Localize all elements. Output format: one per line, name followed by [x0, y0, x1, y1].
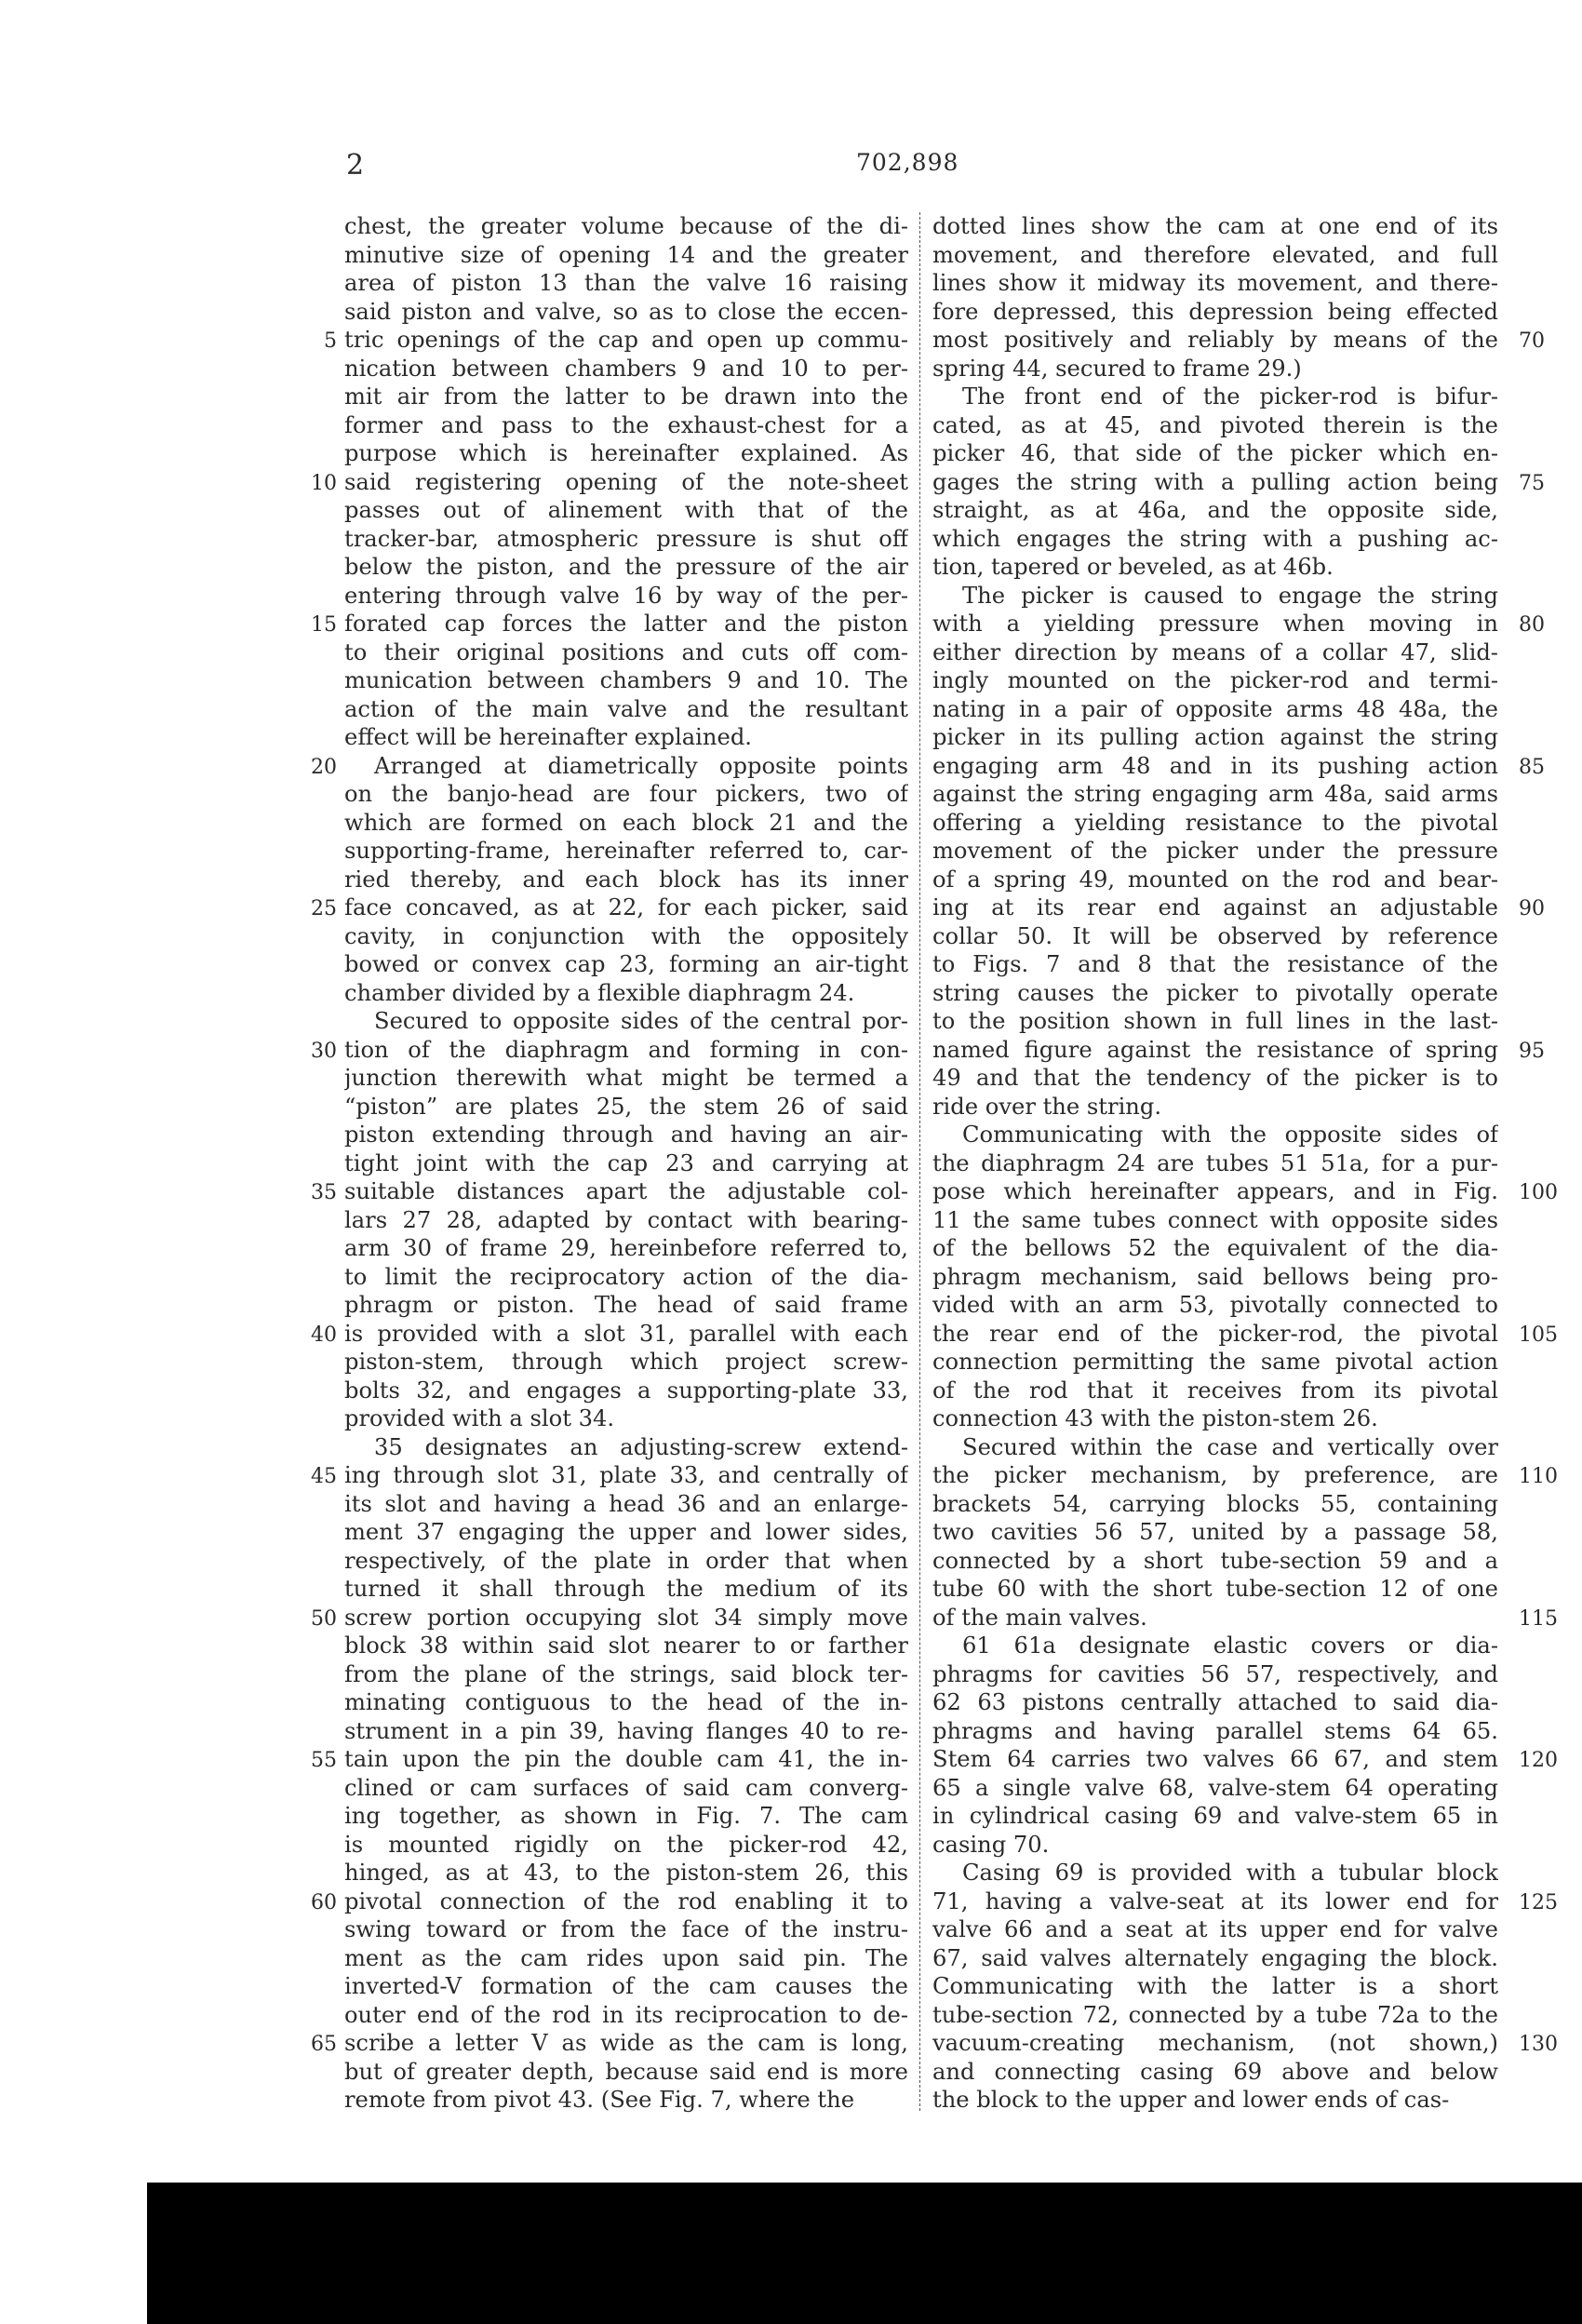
text-line: respectively, of the plate in order that when — [344, 1547, 908, 1574]
line-number: 90 — [1519, 897, 1545, 920]
text-line: Casing 69 is provided with a tubular block — [962, 1860, 1498, 1886]
line-number: 75 — [1519, 471, 1545, 495]
line-number: 25 — [311, 897, 337, 920]
text-line: strument in a pin 39, having flanges 40 to re- — [344, 1717, 908, 1744]
text-line: of the bellows 52 the equivalent of the dia- — [932, 1235, 1498, 1261]
text-line: gages the string with a pulling action being — [932, 468, 1498, 495]
line-number: 45 — [311, 1465, 337, 1488]
text-line: either direction by means of a collar 47, slid- — [932, 638, 1498, 665]
text-line: vacuum-creating mechanism, (not shown,) — [932, 2030, 1498, 2056]
text-line: munication between chambers 9 and 10. The — [344, 667, 908, 693]
text-line: mit air from the latter to be drawn into the — [344, 383, 908, 410]
text-line: phragm mechanism, said bellows being pro- — [932, 1263, 1498, 1290]
text-line: straight, as at 46a, and the opposite side, — [932, 497, 1498, 523]
text-line: turned it shall through the medium of its — [344, 1576, 908, 1602]
text-line: connection 43 with the piston-stem 26. — [932, 1405, 1378, 1431]
text-line: lines show it midway its movement, and there- — [932, 270, 1498, 296]
text-line: to limit the reciprocatory action of the dia- — [344, 1263, 908, 1290]
text-line: outer end of the rod in its reciprocation to de- — [344, 2001, 908, 2028]
text-line: spring 44, secured to frame 29.) — [932, 355, 1302, 382]
text-line: which are formed on each block 21 and the — [344, 809, 908, 836]
text-line: supporting-frame, hereinafter referred to, car- — [344, 838, 908, 864]
text-line: The picker is caused to engage the string — [962, 582, 1498, 609]
text-line: ing together, as shown in Fig. 7. The cam — [344, 1803, 908, 1829]
text-line: tion, tapered or beveled, as at 46b. — [932, 554, 1334, 580]
text-line: nating in a pair of opposite arms 48 48a, the — [932, 695, 1498, 722]
text-line: is mounted rigidly on the picker-rod 42, — [344, 1831, 908, 1858]
text-line: ingly mounted on the picker-rod and termi- — [932, 667, 1498, 693]
text-line: Communicating with the opposite sides of — [962, 1122, 1498, 1148]
text-line: screw portion occupying slot 34 simply move — [344, 1604, 908, 1631]
text-line: most positively and reliably by means of the — [932, 327, 1498, 353]
text-line: lars 27 28, adapted by contact with bearing- — [344, 1206, 908, 1233]
scan-border-bar — [147, 2183, 1582, 2324]
text-line: 61 61a designate elastic covers or dia- — [962, 1632, 1498, 1659]
text-line: valve 66 and a seat at its upper end for valve — [932, 1916, 1498, 1942]
text-line: ment as the cam rides upon said pin. The — [344, 1944, 908, 1971]
text-line: from the plane of the strings, said block ter- — [344, 1660, 908, 1687]
line-number: 5 — [324, 329, 337, 353]
text-line: remote from pivot 43. (See Fig. 7, where the — [344, 2087, 855, 2113]
text-line: action of the main valve and the resultant — [344, 695, 908, 722]
text-line: tube 60 with the short tube-section 12 of one — [932, 1576, 1498, 1602]
text-line: to Figs. 7 and 8 that the resistance of the — [932, 951, 1498, 977]
text-line: named figure against the resistance of spring — [932, 1036, 1498, 1063]
text-line: block 38 within said slot nearer to or farther — [344, 1632, 908, 1659]
text-line: with a yielding pressure when moving in — [932, 611, 1498, 637]
text-line: but of greater depth, because said end is more — [344, 2058, 908, 2085]
text-line: passes out of alinement with that of the — [344, 497, 908, 523]
text-line: on the banjo-head are four pickers, two of — [344, 781, 908, 807]
text-line: Communicating with the latter is a short — [932, 1973, 1498, 1999]
text-line: phragm or piston. The head of said frame — [344, 1292, 908, 1318]
text-line: offering a yielding resistance to the pivotal — [932, 809, 1498, 836]
text-line: tric openings of the cap and open up commu- — [344, 327, 908, 353]
patent-number: 702,898 — [856, 149, 959, 176]
text-line: swing toward or from the face of the instru- — [344, 1916, 908, 1942]
line-number: 10 — [311, 471, 337, 495]
text-line: collar 50. It will be observed by reference — [932, 922, 1498, 949]
text-line: former and pass to the exhaust-chest for a — [344, 411, 908, 438]
text-line: 62 63 pistons centrally attached to said dia- — [932, 1689, 1498, 1715]
line-number: 105 — [1519, 1323, 1558, 1347]
text-line: of the main valves. — [932, 1604, 1147, 1631]
text-line: nication between chambers 9 and 10 to per- — [344, 355, 908, 382]
line-number: 50 — [311, 1606, 337, 1631]
text-line: connection permitting the same pivotal action — [932, 1349, 1498, 1375]
text-line: is provided with a slot 31, parallel with each — [344, 1320, 908, 1347]
text-line: effect will be hereinafter explained. — [344, 724, 752, 750]
text-line: the block to the upper and lower ends of cas- — [932, 2087, 1450, 2113]
text-line: purpose which is hereinafter explained. As — [344, 440, 908, 466]
line-number: 95 — [1519, 1039, 1545, 1063]
text-line: junction therewith what might be termed a — [344, 1065, 908, 1091]
text-line: movement, and therefore elevated, and full — [932, 241, 1498, 268]
left-text-column — [344, 212, 908, 2115]
text-line: tracker-bar, atmospheric pressure is shut off — [344, 525, 908, 552]
text-line: Secured to opposite sides of the central por- — [374, 1008, 908, 1034]
text-line: to their original positions and cuts off com- — [344, 638, 908, 665]
column-divider — [919, 212, 921, 2111]
text-line: its slot and having a head 36 and an enlarge- — [344, 1490, 908, 1517]
text-line: Arranged at diametrically opposite points — [374, 752, 908, 779]
text-line: brackets 54, carrying blocks 55, containing — [932, 1490, 1498, 1517]
text-line: The front end of the picker-rod is bifur- — [962, 383, 1498, 410]
text-line: dotted lines show the cam at one end of its — [932, 213, 1498, 239]
text-line: picker in its pulling action against the string — [932, 724, 1498, 750]
text-line: the picker mechanism, by preference, are — [932, 1462, 1498, 1488]
text-line: scribe a letter V as wide as the cam is long, — [344, 2030, 908, 2056]
text-line: hinged, as at 43, to the piston-stem 26, this — [344, 1860, 908, 1886]
line-number: 35 — [311, 1181, 337, 1204]
text-line: pose which hereinafter appears, and in Fig. — [932, 1178, 1498, 1204]
text-line: cated, as at 45, and pivoted therein is the — [932, 411, 1498, 438]
text-line: against the string engaging arm 48a, said arms — [932, 781, 1498, 807]
line-number: 15 — [311, 613, 337, 637]
text-line: ing at its rear end against an adjustable — [932, 894, 1498, 920]
line-number: 60 — [311, 1890, 337, 1914]
line-number: 100 — [1519, 1181, 1558, 1204]
text-line: which engages the string with a pushing ac- — [932, 525, 1498, 552]
line-number: 20 — [311, 755, 337, 779]
text-line: arm 30 of frame 29, hereinbefore referred to, — [344, 1235, 908, 1261]
text-line: tain upon the pin the double cam 41, the in- — [344, 1746, 908, 1772]
text-line: cavity, in conjunction with the oppositely — [344, 922, 908, 949]
text-line: pivotal connection of the rod enabling it to — [344, 1887, 908, 1914]
text-line: 35 designates an adjusting-screw extend- — [374, 1433, 908, 1460]
text-line: string causes the picker to pivotally operate — [932, 979, 1498, 1006]
line-number: 40 — [311, 1323, 337, 1347]
text-line: phragms and having parallel stems 64 65. — [932, 1717, 1498, 1744]
text-line: “piston” are plates 25, the stem 26 of said — [344, 1093, 908, 1120]
line-number: 125 — [1519, 1890, 1558, 1914]
text-line: to the position shown in full lines in the last- — [932, 1008, 1498, 1034]
text-line: ment 37 engaging the upper and lower sides, — [344, 1519, 908, 1545]
text-line: piston extending through and having an air- — [344, 1122, 908, 1148]
text-line: 11 the same tubes connect with opposite sides — [932, 1206, 1498, 1233]
page-header — [0, 149, 1582, 186]
page-number: 2 — [346, 149, 365, 181]
line-number: 80 — [1519, 613, 1545, 637]
text-line: 67, said valves alternately engaging the block. — [932, 1944, 1498, 1971]
line-number: 115 — [1519, 1606, 1558, 1631]
line-number: 65 — [311, 2033, 337, 2056]
text-line: in cylindrical casing 69 and valve-stem 65 in — [932, 1803, 1498, 1829]
text-line: 65 a single valve 68, valve-stem 64 operating — [932, 1774, 1498, 1801]
text-line: below the piston, and the pressure of the air — [344, 554, 908, 580]
text-line: ried thereby, and each block has its inner — [344, 866, 908, 893]
text-line: Stem 64 carries two valves 66 67, and stem — [932, 1746, 1498, 1772]
text-line: and connecting casing 69 above and below — [932, 2058, 1498, 2085]
text-line: the rear end of the picker-rod, the pivotal — [932, 1320, 1498, 1347]
text-line: piston-stem, through which project screw- — [344, 1349, 908, 1375]
text-line: minating contiguous to the head of the in- — [344, 1689, 908, 1715]
line-number: 70 — [1519, 329, 1545, 353]
text-line: ride over the string. — [932, 1093, 1162, 1120]
text-line: connected by a short tube-section 59 and a — [932, 1547, 1498, 1574]
text-line: inverted-V formation of the cam causes the — [344, 1973, 908, 1999]
text-line: picker 46, that side of the picker which en- — [932, 440, 1498, 466]
text-line: said registering opening of the note-sheet — [344, 468, 908, 495]
line-number: 85 — [1519, 755, 1545, 779]
right-text-column — [932, 212, 1498, 2115]
text-line: tube-section 72, connected by a tube 72a to the — [932, 2001, 1498, 2028]
text-line: chamber divided by a flexible diaphragm 24. — [344, 979, 855, 1006]
text-line: engaging arm 48 and in its pushing action — [932, 752, 1498, 779]
text-line: bowed or convex cap 23, forming an air-tight — [344, 951, 908, 977]
text-line: 71, having a valve-seat at its lower end for — [932, 1887, 1498, 1914]
text-line: of the rod that it receives from its pivotal — [932, 1377, 1498, 1404]
text-line: phragms for cavities 56 57, respectively, and — [932, 1660, 1498, 1687]
line-number: 130 — [1519, 2033, 1558, 2056]
text-line: suitable distances apart the adjustable col- — [344, 1178, 908, 1204]
line-number: 120 — [1519, 1749, 1558, 1772]
text-line: the diaphragm 24 are tubes 51 51a, for a pur- — [932, 1149, 1498, 1176]
text-line: casing 70. — [932, 1831, 1050, 1858]
text-line: tion of the diaphragm and forming in con- — [344, 1036, 908, 1063]
text-line: fore depressed, this depression being effected — [932, 298, 1498, 325]
text-line: chest, the greater volume because of the di- — [344, 213, 908, 239]
text-line: Secured within the case and vertically over — [962, 1433, 1498, 1460]
text-line: tight joint with the cap 23 and carrying at — [344, 1149, 908, 1176]
text-line: two cavities 56 57, united by a passage 58, — [932, 1519, 1498, 1545]
line-number: 55 — [311, 1749, 337, 1772]
text-line: ing through slot 31, plate 33, and centrally of — [344, 1462, 908, 1488]
text-line: 49 and that the tendency of the picker is to — [932, 1065, 1498, 1091]
text-line: clined or cam surfaces of said cam converg- — [344, 1774, 908, 1801]
text-line: provided with a slot 34. — [344, 1405, 615, 1431]
text-line: minutive size of opening 14 and the greater — [344, 241, 908, 268]
text-line: face concaved, as at 22, for each picker, said — [344, 894, 908, 920]
line-number: 30 — [311, 1039, 337, 1063]
text-line: area of piston 13 than the valve 16 raising — [344, 270, 908, 296]
text-line: of a spring 49, mounted on the rod and bear- — [932, 866, 1498, 893]
text-line: vided with an arm 53, pivotally connected to — [932, 1292, 1498, 1318]
text-line: entering through valve 16 by way of the per- — [344, 582, 908, 609]
line-number: 110 — [1519, 1465, 1558, 1488]
text-line: movement of the picker under the pressure — [932, 838, 1498, 864]
text-line: bolts 32, and engages a supporting-plate 33, — [344, 1377, 908, 1404]
text-line: said piston and valve, so as to close the eccen- — [344, 298, 908, 325]
text-line: forated cap forces the latter and the piston — [344, 611, 908, 637]
